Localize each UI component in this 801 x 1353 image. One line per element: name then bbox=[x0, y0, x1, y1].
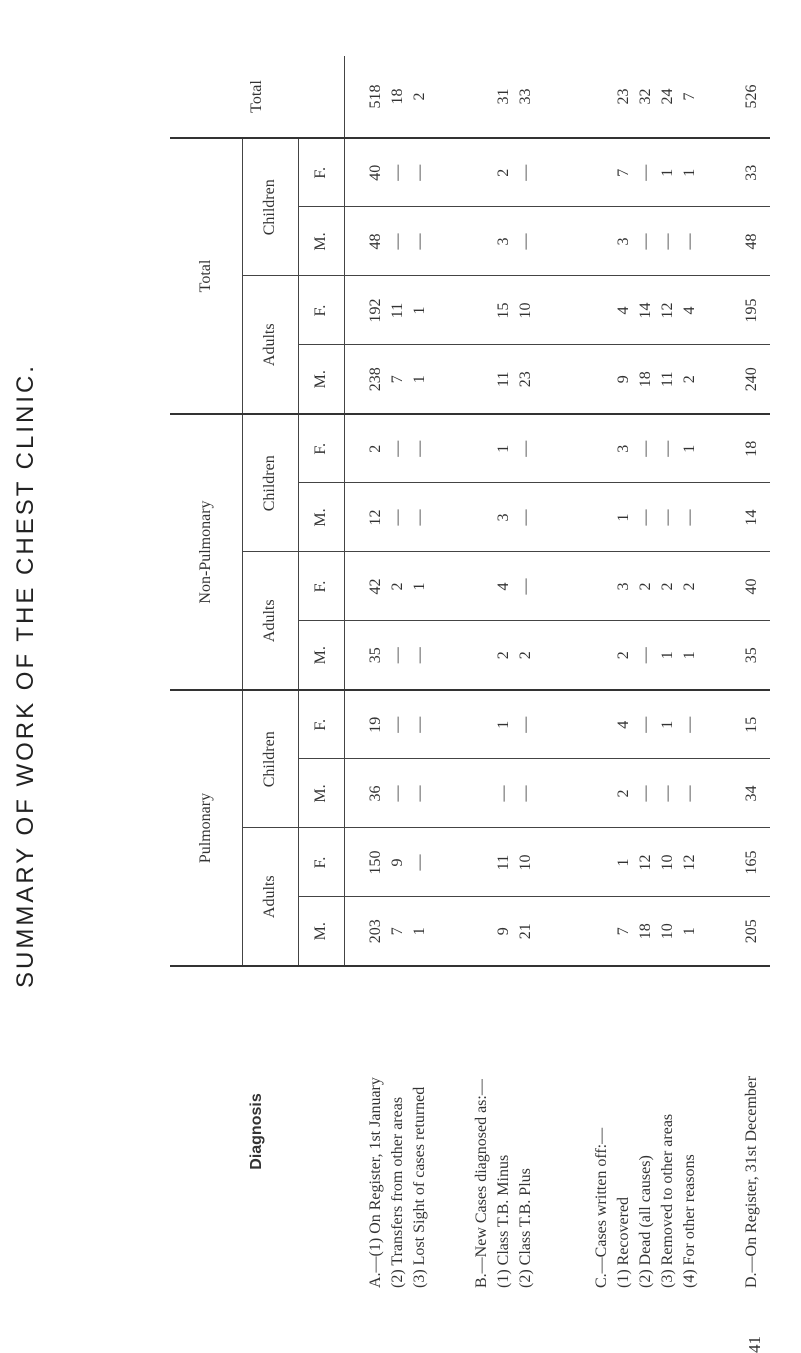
value-cell bbox=[557, 897, 734, 966]
value: 1 bbox=[680, 927, 698, 936]
value: 9 bbox=[388, 858, 406, 867]
col-header-m: M. bbox=[298, 759, 344, 828]
value-cell bbox=[451, 345, 557, 414]
value-cell bbox=[344, 828, 451, 897]
value-cell bbox=[735, 828, 770, 897]
value: — bbox=[658, 440, 676, 457]
value: 1 bbox=[658, 651, 676, 660]
value: — bbox=[388, 785, 406, 802]
value: — bbox=[636, 440, 654, 457]
value-cell bbox=[557, 345, 734, 414]
value: 9 bbox=[614, 375, 632, 384]
value-cell bbox=[557, 414, 734, 483]
value: — bbox=[517, 440, 535, 457]
value: — bbox=[410, 164, 428, 181]
value: 3 bbox=[495, 237, 513, 246]
value bbox=[591, 56, 613, 137]
value-cell bbox=[735, 276, 770, 345]
col-header-m: M. bbox=[298, 207, 344, 276]
value bbox=[591, 484, 613, 552]
value: 33 bbox=[743, 164, 761, 181]
value: 7 bbox=[614, 927, 632, 936]
non-pulmonary-adults-header: Adults bbox=[242, 552, 298, 690]
value: 238 bbox=[366, 367, 384, 392]
value: 14 bbox=[636, 302, 654, 319]
value: — bbox=[388, 509, 406, 526]
section-row bbox=[735, 56, 770, 1296]
value-cell bbox=[557, 207, 734, 276]
col-header-m: M. bbox=[298, 621, 344, 690]
value: 1 bbox=[680, 651, 698, 660]
value: — bbox=[636, 785, 654, 802]
value-cell bbox=[344, 552, 451, 621]
non-pulmonary-header: Non-Pulmonary bbox=[170, 414, 242, 690]
value: 203 bbox=[366, 919, 384, 944]
non-pulmonary-children-header: Children bbox=[242, 414, 298, 552]
value-cell bbox=[735, 690, 770, 759]
value: 7 bbox=[388, 927, 406, 936]
value: — bbox=[517, 509, 535, 526]
value: — bbox=[636, 164, 654, 181]
value: 2 bbox=[495, 651, 513, 660]
total-adults-header: Adults bbox=[242, 276, 298, 414]
value-cell bbox=[735, 345, 770, 414]
value: 3 bbox=[614, 237, 632, 246]
value-cell bbox=[735, 138, 770, 207]
value-cell bbox=[344, 483, 451, 552]
value bbox=[591, 208, 613, 276]
value: — bbox=[636, 716, 654, 733]
value-cell bbox=[557, 138, 734, 207]
value: 1 bbox=[658, 720, 676, 729]
diagnosis-line: (1) Recovered bbox=[614, 1196, 632, 1288]
col-header-f: F. bbox=[298, 690, 344, 759]
value bbox=[471, 553, 493, 621]
value-cell bbox=[344, 207, 451, 276]
value: 19 bbox=[366, 716, 384, 733]
value bbox=[471, 415, 493, 483]
value: — bbox=[410, 785, 428, 802]
value: — bbox=[410, 647, 428, 664]
value: — bbox=[658, 233, 676, 250]
value-cell bbox=[735, 483, 770, 552]
value: 240 bbox=[743, 367, 761, 392]
value: 24 bbox=[658, 88, 676, 105]
value bbox=[591, 622, 613, 690]
value: 23 bbox=[614, 88, 632, 105]
diagnosis-cell bbox=[451, 966, 557, 1296]
diagnosis-line: A.—(1) On Register, 1st January bbox=[366, 1077, 384, 1288]
value: 7 bbox=[680, 92, 698, 101]
value: 1 bbox=[680, 168, 698, 177]
value-cell bbox=[557, 621, 734, 690]
value: — bbox=[495, 785, 513, 802]
value: 3 bbox=[614, 582, 632, 591]
section-row bbox=[344, 56, 451, 1296]
col-header-f: F. bbox=[298, 414, 344, 483]
value-cell bbox=[451, 759, 557, 828]
value: 48 bbox=[366, 233, 384, 250]
value: 31 bbox=[495, 88, 513, 105]
value-cell bbox=[735, 552, 770, 621]
value: 2 bbox=[614, 789, 632, 798]
value-cell bbox=[451, 690, 557, 759]
value: — bbox=[410, 854, 428, 871]
value bbox=[591, 139, 613, 207]
value: 4 bbox=[495, 582, 513, 591]
value-cell bbox=[344, 759, 451, 828]
value: 40 bbox=[366, 164, 384, 181]
page-number: 41 bbox=[745, 1336, 764, 1353]
value: — bbox=[680, 785, 698, 802]
value: 2 bbox=[366, 444, 384, 453]
value: — bbox=[636, 509, 654, 526]
value: 2 bbox=[614, 651, 632, 660]
value: 2 bbox=[410, 92, 428, 101]
value-cell bbox=[344, 276, 451, 345]
total-cell bbox=[344, 56, 451, 138]
total-cell bbox=[451, 56, 557, 138]
value: 40 bbox=[743, 578, 761, 595]
value bbox=[471, 898, 493, 966]
section-row bbox=[557, 56, 734, 1296]
value bbox=[471, 346, 493, 414]
grand-total-header: Total bbox=[170, 56, 344, 138]
value: 4 bbox=[614, 306, 632, 315]
value bbox=[591, 898, 613, 966]
value: 42 bbox=[366, 578, 384, 595]
value-cell bbox=[344, 414, 451, 483]
value bbox=[471, 208, 493, 276]
value-cell bbox=[451, 897, 557, 966]
diagnosis-cell bbox=[344, 966, 451, 1296]
value: 18 bbox=[743, 440, 761, 457]
value bbox=[591, 346, 613, 414]
summary-table bbox=[170, 56, 770, 1296]
value: 10 bbox=[517, 854, 535, 871]
value: 11 bbox=[388, 302, 406, 319]
diagnosis-line: (2) Class T.B. Plus bbox=[517, 1168, 535, 1288]
value: 2 bbox=[517, 651, 535, 660]
section-row bbox=[451, 56, 557, 1296]
value: 14 bbox=[743, 509, 761, 526]
value-cell bbox=[344, 897, 451, 966]
value: 12 bbox=[658, 302, 676, 319]
value-cell bbox=[451, 621, 557, 690]
col-header-m: M. bbox=[298, 897, 344, 966]
value: 4 bbox=[680, 306, 698, 315]
pulmonary-header: Pulmonary bbox=[170, 690, 242, 966]
value-cell bbox=[557, 483, 734, 552]
col-header-m: M. bbox=[298, 483, 344, 552]
value: 4 bbox=[614, 720, 632, 729]
value bbox=[471, 139, 493, 207]
value: — bbox=[658, 509, 676, 526]
value: 23 bbox=[517, 371, 535, 388]
value: — bbox=[636, 233, 654, 250]
value-cell bbox=[735, 897, 770, 966]
value: 3 bbox=[495, 513, 513, 522]
value: 11 bbox=[495, 854, 513, 871]
value-cell bbox=[451, 483, 557, 552]
diagnosis-cell bbox=[557, 966, 734, 1296]
value: 165 bbox=[743, 850, 761, 875]
value bbox=[471, 484, 493, 552]
value: 10 bbox=[517, 302, 535, 319]
value: — bbox=[517, 716, 535, 733]
value bbox=[591, 277, 613, 345]
value bbox=[591, 829, 613, 897]
value: 2 bbox=[680, 375, 698, 384]
value: 10 bbox=[658, 854, 676, 871]
value: — bbox=[517, 785, 535, 802]
value bbox=[471, 622, 493, 690]
value: 18 bbox=[388, 88, 406, 105]
value: 2 bbox=[636, 582, 654, 591]
value: 7 bbox=[614, 168, 632, 177]
value: 12 bbox=[680, 854, 698, 871]
value: — bbox=[388, 647, 406, 664]
value: 35 bbox=[366, 647, 384, 664]
value: 21 bbox=[517, 923, 535, 940]
value-cell bbox=[735, 207, 770, 276]
value bbox=[471, 760, 493, 828]
diagnosis-line: (4) For other reasons bbox=[680, 1154, 698, 1288]
value-cell bbox=[451, 276, 557, 345]
value-cell bbox=[557, 759, 734, 828]
value bbox=[591, 415, 613, 483]
value: — bbox=[388, 440, 406, 457]
value: 11 bbox=[658, 371, 676, 387]
value: — bbox=[680, 509, 698, 526]
value: 36 bbox=[366, 785, 384, 802]
value: 518 bbox=[366, 84, 384, 109]
value-cell bbox=[451, 414, 557, 483]
diagnosis-header: Diagnosis bbox=[247, 1093, 265, 1170]
diagnosis-line: (2) Dead (all causes) bbox=[636, 1155, 654, 1288]
value: 1 bbox=[410, 306, 428, 315]
pulmonary-children-header: Children bbox=[242, 690, 298, 828]
value: 1 bbox=[410, 582, 428, 591]
total-cell bbox=[557, 56, 734, 138]
value: — bbox=[517, 233, 535, 250]
value-cell bbox=[557, 690, 734, 759]
total-children-header: Children bbox=[242, 138, 298, 276]
value: 9 bbox=[495, 927, 513, 936]
value bbox=[471, 56, 493, 137]
diagnosis-line: C.—Cases written off:— bbox=[592, 1127, 610, 1288]
diagnosis-line: (3) Removed to other areas bbox=[658, 1113, 676, 1288]
value: — bbox=[680, 233, 698, 250]
pulmonary-adults-header: Adults bbox=[242, 828, 298, 966]
value: 33 bbox=[517, 88, 535, 105]
col-header-f: F. bbox=[298, 552, 344, 621]
value: 205 bbox=[743, 919, 761, 944]
value-cell bbox=[735, 414, 770, 483]
value-cell bbox=[735, 621, 770, 690]
value: 526 bbox=[743, 84, 761, 109]
value: — bbox=[410, 440, 428, 457]
diagnosis-cell bbox=[735, 966, 770, 1296]
value: 15 bbox=[495, 302, 513, 319]
value-cell bbox=[451, 552, 557, 621]
col-header-f: F. bbox=[298, 138, 344, 207]
value: — bbox=[658, 785, 676, 802]
value-cell bbox=[557, 276, 734, 345]
value: — bbox=[517, 164, 535, 181]
value: 48 bbox=[743, 233, 761, 250]
value: 1 bbox=[410, 927, 428, 936]
page-title: SUMMARY OF WORK OF THE CHEST CLINIC. bbox=[12, 363, 39, 988]
value: 1 bbox=[495, 720, 513, 729]
value: — bbox=[636, 647, 654, 664]
value: — bbox=[388, 164, 406, 181]
value: — bbox=[517, 578, 535, 595]
value: 1 bbox=[614, 858, 632, 867]
value: 12 bbox=[366, 509, 384, 526]
value-cell bbox=[557, 552, 734, 621]
value: — bbox=[410, 509, 428, 526]
diagnosis-line: (1) Class T.B. Minus bbox=[495, 1154, 513, 1288]
total-header: Total bbox=[170, 138, 242, 414]
value-cell bbox=[735, 759, 770, 828]
value: 15 bbox=[743, 716, 761, 733]
value: — bbox=[410, 716, 428, 733]
value: 3 bbox=[614, 444, 632, 453]
value: 2 bbox=[680, 582, 698, 591]
col-header-m: M. bbox=[298, 345, 344, 414]
value-cell bbox=[344, 690, 451, 759]
value bbox=[591, 691, 613, 759]
col-header-f: F. bbox=[298, 828, 344, 897]
value: — bbox=[680, 716, 698, 733]
value: 2 bbox=[388, 582, 406, 591]
value: 12 bbox=[636, 854, 654, 871]
diagnosis-line: B.—New Cases diagnosed as:— bbox=[473, 1079, 491, 1288]
value: 1 bbox=[680, 444, 698, 453]
value bbox=[471, 277, 493, 345]
value: 18 bbox=[636, 371, 654, 388]
value: 2 bbox=[658, 582, 676, 591]
value bbox=[591, 553, 613, 621]
value: 2 bbox=[495, 168, 513, 177]
value: 32 bbox=[636, 88, 654, 105]
total-cell bbox=[735, 56, 770, 138]
diagnosis-line: D.—On Register, 31st December bbox=[743, 1075, 761, 1288]
value bbox=[471, 691, 493, 759]
value: 35 bbox=[743, 647, 761, 664]
value bbox=[471, 829, 493, 897]
value-cell bbox=[344, 345, 451, 414]
value: — bbox=[388, 716, 406, 733]
value: 11 bbox=[495, 371, 513, 387]
value: 1 bbox=[614, 513, 632, 522]
value bbox=[591, 760, 613, 828]
value: 195 bbox=[743, 298, 761, 323]
value: 150 bbox=[366, 850, 384, 875]
value: 10 bbox=[658, 923, 676, 940]
value-cell bbox=[451, 828, 557, 897]
value-cell bbox=[557, 828, 734, 897]
value-cell bbox=[344, 138, 451, 207]
value-cell bbox=[451, 138, 557, 207]
col-header-f: F. bbox=[298, 276, 344, 345]
value: 34 bbox=[743, 785, 761, 802]
value-cell bbox=[344, 621, 451, 690]
value: 1 bbox=[410, 375, 428, 384]
diagnosis-line: (3) Lost Sight of cases returned bbox=[410, 1086, 428, 1288]
value: — bbox=[410, 233, 428, 250]
value: 18 bbox=[636, 923, 654, 940]
value: 1 bbox=[658, 168, 676, 177]
value: — bbox=[388, 233, 406, 250]
value: 7 bbox=[388, 375, 406, 384]
value: 1 bbox=[495, 444, 513, 453]
value-cell bbox=[451, 207, 557, 276]
value: 192 bbox=[366, 298, 384, 323]
diagnosis-line: (2) Transfers from other areas bbox=[388, 1096, 406, 1288]
